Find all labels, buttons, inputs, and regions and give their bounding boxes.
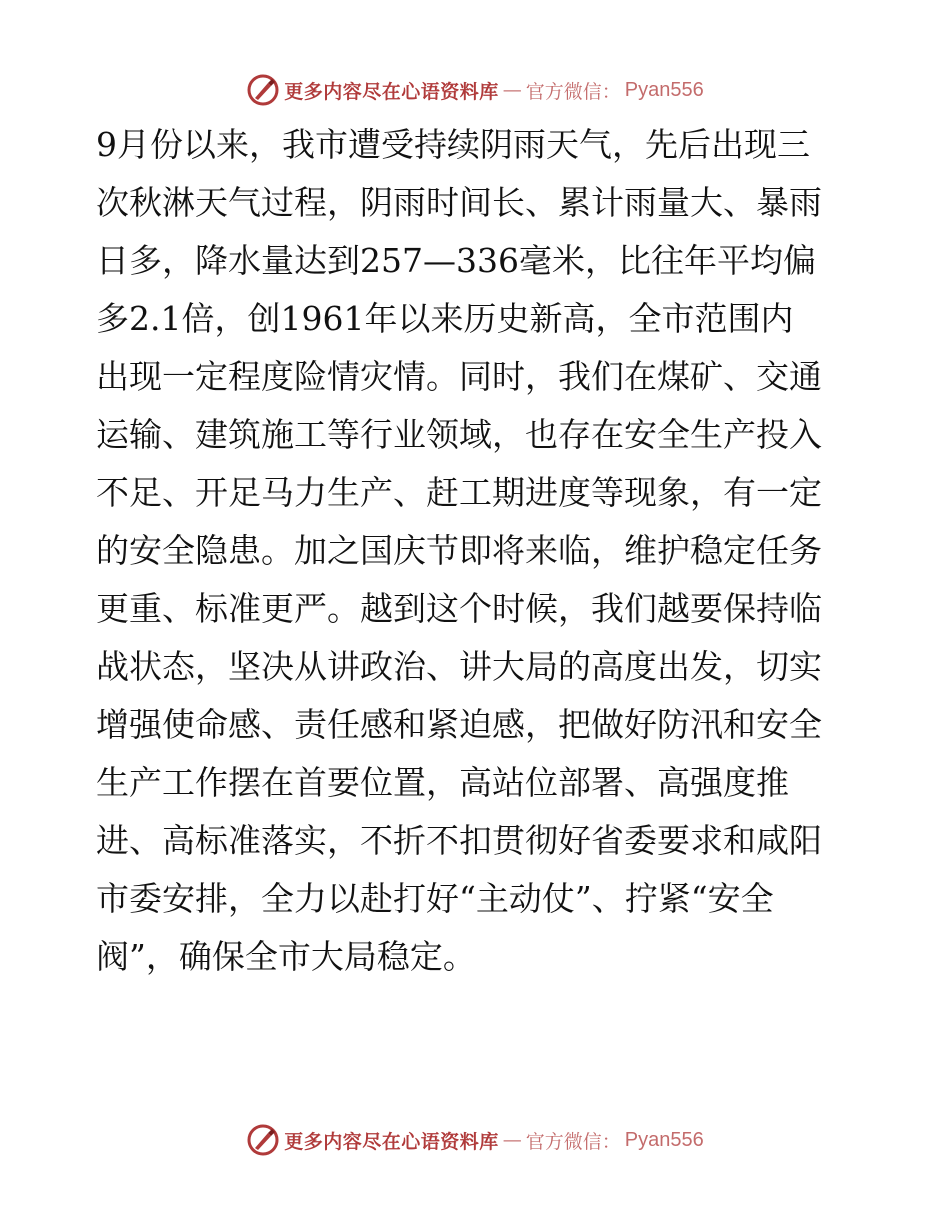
footer-watermark xyxy=(0,1120,950,1160)
body-line: 多2.1倍，创1961年以来历史新高，全市范围内 xyxy=(96,299,794,338)
header-watermark xyxy=(0,70,950,110)
body-line: 战状态，坚决从讲政治、讲大局的高度出发，切实 xyxy=(96,647,822,686)
watermark-text: 更多内容尽在心语资料库 xyxy=(284,1130,499,1153)
watermark-text: 更多内容尽在心语资料库 xyxy=(284,80,499,103)
watermark-wechat-label: 官方微信： xyxy=(525,80,621,103)
pen-logo-icon xyxy=(246,1123,280,1157)
watermark-separator: — xyxy=(502,1129,522,1151)
watermark-separator: — xyxy=(502,79,522,101)
body-line: 进、高标准落实，不折不扣贯彻好省委要求和咸阳 xyxy=(96,821,822,860)
body-line: 出现一定程度险情灾情。同时，我们在煤矿、交通 xyxy=(96,357,822,396)
body-line: 更重、标准更严。越到这个时候，我们越要保持临 xyxy=(96,589,822,628)
watermark-wechat-label: 官方微信： xyxy=(525,1130,621,1153)
body-line: 阀”，确保全市大局稳定。 xyxy=(96,937,476,976)
body-line: 9月份以来，我市遭受持续阴雨天气，先后出现三 xyxy=(96,125,810,164)
body-line: 生产工作摆在首要位置，高站位部署、高强度推 xyxy=(96,763,789,802)
watermark-wechat-id: Pyan556 xyxy=(624,1128,704,1151)
body-line: 运输、建筑施工等行业领域，也存在安全生产投入 xyxy=(96,415,822,454)
document-body xyxy=(96,116,856,986)
body-line: 日多，降水量达到257—336毫米，比往年平均偏 xyxy=(96,241,816,280)
body-line: 的安全隐患。加之国庆节即将来临，维护稳定任务 xyxy=(96,531,822,570)
body-line: 不足、开足马力生产、赶工期进度等现象，有一定 xyxy=(96,473,822,512)
body-line: 市委安排，全力以赴打好“主动仗”、拧紧“安全 xyxy=(96,879,774,918)
body-line: 次秋淋天气过程，阴雨时间长、累计雨量大、暴雨 xyxy=(96,183,822,222)
watermark-wechat-id: Pyan556 xyxy=(624,78,704,101)
pen-logo-icon xyxy=(246,73,280,107)
body-line: 增强使命感、责任感和紧迫感，把做好防汛和安全 xyxy=(96,705,822,744)
